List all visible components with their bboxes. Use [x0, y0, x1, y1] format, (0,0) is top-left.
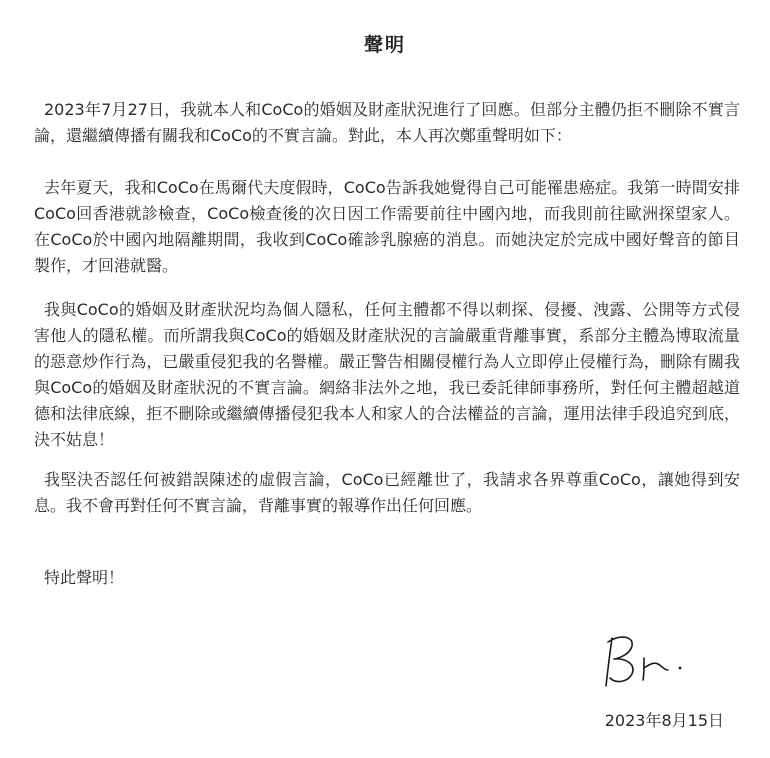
page-title: 聲明	[363, 34, 406, 56]
paragraph-4: 我堅決否認任何被錯誤陳述的虛假言論，CoCo已經離世了，我請求各界尊重CoCo，讓她得到安息。我不會再對任何不實言論，背離事實的報導作出任何回應。	[34, 470, 740, 515]
closing-line: 特此聲明！	[44, 568, 125, 587]
paragraph-1: 2023年7月27日，我就本人和CoCo的婚姻及財產狀況進行了回應。但部分主體仍拒不刪除不實言論，還繼續傳播有關我和CoCo的不實言論。對此，本人再次鄭重聲明如下：	[34, 100, 740, 145]
statement-date: 2023年8月15日	[604, 711, 724, 730]
signature-icon	[598, 628, 698, 692]
paragraph-3: 我與CoCo的婚姻及財產狀況均為個人隱私，任何主體都不得以刺探、侵擾、洩露、公開等方式侵害他人的隱私權。而所謂我與CoCo的婚姻及財產狀況的言論嚴重背離事實，系部分主體為博取流量的惡意炒作行為，已嚴重侵犯我的名譽權。嚴正警告相關侵權行為人立即停止侵權行為，刪除有關我與CoCo的婚姻及財產狀況的不實言論。網絡非法外之地，我已委託律師事務所，對任何主體超越道德和法律底線，拒不刪除或繼續傳播侵犯我本人和家人的合法權益的言論，運用法律手段追究到底，決不姑息！	[34, 300, 740, 449]
paragraph-2: 去年夏天，我和CoCo在馬爾代夫度假時，CoCo告訴我她覺得自己可能罹患癌症。我第一時間安排CoCo回香港就診檢查，CoCo檢查後的次日因工作需要前往中國內地，而我則前往歐洲探望家人。在CoCo於中國內地隔離期間，我收到CoCo確診乳腺癌的消息。而她決定於完成中國好聲音的節目製作，才回港就醫。	[34, 178, 740, 275]
